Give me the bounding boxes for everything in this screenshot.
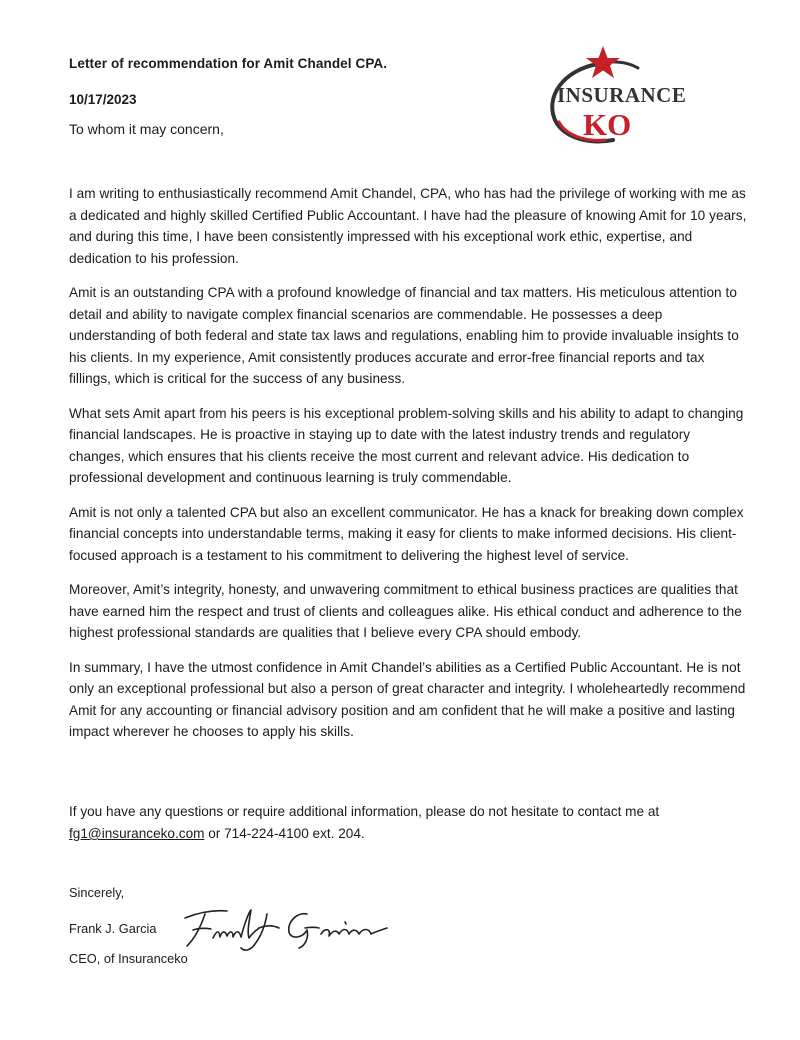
valediction: Sincerely, bbox=[69, 885, 125, 900]
paragraph-knowledge: Amit is an outstanding CPA with a profound knowledge of financial and tax matters. His meticulous attention to detail and ability to navigate complex financial scenarios are commendable. He possesses a deep understanding of both federal and state tax laws and regulations, enabling him to provide invaluable insights to his clients. In my experience, Amit consistently produces accurate and error-free financial reports and tax fillings, which is critical for the success of any business. bbox=[69, 285, 739, 386]
email-link[interactable]: fg1@insuranceko.com bbox=[69, 826, 205, 841]
signer-title: CEO, of Insuranceko bbox=[69, 951, 188, 966]
paragraph-communication: Amit is not only a talented CPA but also an excellent communicator. He has a knack for breaking down complex financial concepts into understandable terms, making it easy for clients to make informed decisions. His client-focused approach is a testament to his commitment to delivering the highest level of service. bbox=[69, 504, 744, 563]
paragraph-integrity: Moreover, Amit’s integrity, honesty, and unwavering commitment to ethical business practices are qualities that have earned him the respect and trust of clients and colleagues alike. His ethical conduct and adherence to the highest professional standards are qualities that I believe every CPA should embody. bbox=[69, 582, 742, 640]
contact-text: If you have any questions or require additional information, please do not hesitate to contact me at bbox=[69, 804, 660, 819]
paragraph-intro: I am writing to enthusiastically recommend Amit Chandel, CPA, who has had the privilege of working with me as a dedicated and highly skilled Certified Public Accountant. I have had the pleasure of knowing Amit for 10 years, and during this time, I have been consistently impressed with his exceptional work ethic, expertise, and dedication to his profession. bbox=[69, 186, 747, 266]
paragraph-problem-solving: What sets Amit apart from his peers is his exceptional problem-solving skills and his ability to adapt to changing financial landscapes. He is proactive in staying up to date with the latest industry trends and regulatory changes, which ensures that his clients receive the most current and relevant advice. His dedication to professional development and continuous learning is truly commendable. bbox=[69, 405, 744, 485]
logo-text-insurance: INSURANCE bbox=[557, 83, 687, 107]
signature-icon bbox=[175, 900, 405, 955]
insurance-ko-logo-icon bbox=[543, 42, 713, 147]
contact-phone: or 714-224-4100 ext. 204. bbox=[204, 826, 365, 841]
handwritten-signature bbox=[175, 900, 405, 955]
letter-title: Letter of recommendation for Amit Chandel CPA. bbox=[69, 56, 388, 71]
company-logo bbox=[543, 42, 713, 147]
logo-text-ko: KO bbox=[583, 107, 632, 142]
salutation: To whom it may concern, bbox=[69, 121, 224, 137]
paragraph-summary: In summary, I have the utmost confidence in Amit Chandel’s abilities as a Certified Public Accountant. He is not only an exceptional professional but also a person of great character and integrity. I wholeheartedly recommend Amit for any accounting or financial advisory position and am confident that he will make a positive and lasting impact wherever he chooses to apply his skills. bbox=[69, 659, 746, 739]
letter-body bbox=[69, 183, 749, 756]
letter-date: 10/17/2023 bbox=[69, 92, 137, 107]
contact-paragraph bbox=[69, 801, 759, 845]
signer-name: Frank J. Garcia bbox=[69, 921, 157, 936]
